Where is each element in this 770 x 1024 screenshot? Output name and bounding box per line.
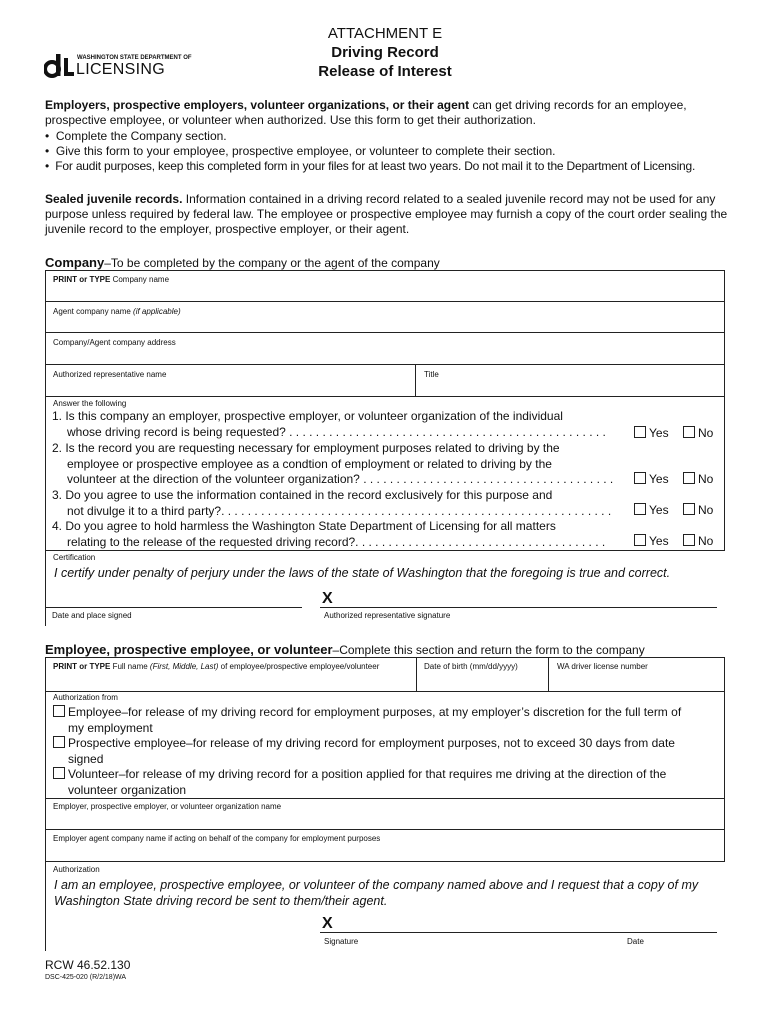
q3-yes-checkbox[interactable]: Yes <box>634 503 669 517</box>
question-3: 3. Do you agree to use the information contained in the record exclusively for this purpose and not divulge it to a third party?. . . . . . . . . . . . . . . . . . . . . . . . . . . . . . . . . . . . . . . . . . . . . . . . . . . . . . . . . . . <box>52 488 612 518</box>
form-subtitle: Release of Interest <box>318 63 452 80</box>
prospective-checkbox[interactable] <box>53 736 65 748</box>
rep-name-field[interactable] <box>45 364 416 397</box>
q2-no-checkbox[interactable]: No <box>683 472 713 486</box>
agent-name-field[interactable] <box>45 829 725 862</box>
q4-no-checkbox[interactable]: No <box>683 534 713 548</box>
authorization-text: I am an employee, prospective employee, or volunteer of the company named above and I request that a copy of my Washington State driving record be sent to them/their agent. <box>54 878 699 908</box>
authorization-from-label: Authorization from <box>53 693 118 702</box>
company-address-label: Company/Agent company address <box>53 338 176 347</box>
authorization-label: Authorization <box>53 865 100 874</box>
rep-title-field[interactable] <box>415 364 725 397</box>
q2-yes-checkbox[interactable]: Yes <box>634 472 669 486</box>
agent-name-label: Employer agent company name if acting on behalf of the company for employment purposes <box>53 834 381 843</box>
employee-checkbox[interactable] <box>53 705 65 717</box>
org-name-field[interactable] <box>45 798 725 830</box>
org-name-label: Employer, prospective employer, or volunteer organization name <box>53 802 282 811</box>
company-name-field[interactable] <box>45 270 725 302</box>
q3-no-checkbox[interactable]: No <box>683 503 713 517</box>
q1-yes-checkbox[interactable]: Yes <box>634 426 669 440</box>
intro-bullets <box>45 129 745 174</box>
sealed-paragraph <box>45 192 735 237</box>
q1-no-checkbox[interactable]: No <box>683 426 713 440</box>
attachment-label: ATTACHMENT E <box>327 25 443 42</box>
question-1: 1. Is this company an employer, prospective employer, or volunteer organization of the individual whose driving record is being requested? . . . . . . . . . . . . . . . . . . . . . . . . . . . . . . . . . . . . . . . . . . . . . . . . <box>52 409 606 439</box>
form-title: Driving Record <box>331 44 439 61</box>
rep-name-label: Authorized representative name <box>53 370 167 379</box>
dol-logo <box>44 52 194 80</box>
company-signature-x: X <box>322 590 333 607</box>
rcw-citation: RCW 46.52.130 <box>45 958 131 972</box>
employee-name-label: PRINT or TYPE Full name (First, Middle, Last) of employee/prospective employee/volunteer <box>53 662 380 671</box>
logo-name-text: LICENSING <box>76 61 165 78</box>
agent-company-name-field[interactable] <box>45 301 725 333</box>
company-signature-label: Authorized representative signature <box>324 611 451 620</box>
license-field[interactable] <box>548 657 725 692</box>
date-place-label: Date and place signed <box>52 611 132 620</box>
employee-heading: Employee, prospective employee, or volunteer–Complete this section and return the form to the company <box>45 642 645 657</box>
sealed-bold: Sealed juvenile records. <box>45 192 183 206</box>
employee-signature-label: Signature <box>324 937 359 946</box>
rep-title-label: Title <box>424 370 439 379</box>
question-2: 2. Is the record you are requesting necessary for employment purposes related to driving by the employee or prospective employee as a condtion of employment or related to driving by the volunteer at the direction of the volunteer organization? . . . . . . . . . . . . . . . . . . . . . . . . . . . . . . . . . . . . . . <box>52 441 614 486</box>
option-volunteer[interactable]: Volunteer–for release of my driving record for a position applied for that requires me driving at the direction of the volunteer organization <box>53 767 666 798</box>
agent-company-label: Agent company name (if applicable) <box>53 307 181 316</box>
dob-field[interactable] <box>416 657 549 692</box>
dol-logo-icon <box>44 52 76 78</box>
employee-signature-x: X <box>322 915 333 932</box>
intro-paragraph <box>45 98 735 128</box>
dob-label: Date of birth (mm/dd/yyyy) <box>424 662 518 671</box>
certification-label: Certification <box>53 553 96 562</box>
list-item: • Give this form to your employee, prospective employee, or volunteer to complete their section. <box>45 144 556 158</box>
option-employee[interactable]: Employee–for release of my driving record for employment purposes, at my employer’s discretion for the full term of my employment <box>53 705 681 736</box>
company-heading: Company–To be completed by the company or the agent of the company <box>45 255 440 270</box>
form-id: DSC-425-020 (R/2/18)WA <box>45 974 127 981</box>
employee-name-field[interactable] <box>45 657 417 692</box>
company-address-field[interactable] <box>45 332 725 365</box>
volunteer-checkbox[interactable] <box>53 767 65 779</box>
intro-lead-rest: can get driving records for an employee, prospective employee, or volunteer when authorized. Use this form to get their authorization. <box>45 98 687 127</box>
license-label: WA driver license number <box>557 662 648 671</box>
list-item: • For audit purposes, keep this completed form in your files for at least two years. Do not mail it to the Department of Licensing. <box>45 159 696 173</box>
company-name-label: PRINT or TYPE Company name <box>53 275 170 284</box>
employee-date-label: Date <box>627 937 644 946</box>
authorization-box <box>45 861 725 951</box>
company-signature-line[interactable] <box>320 607 717 608</box>
certification-text: I certify under penalty of perjury under the laws of the state of Washington that the foregoing is true and correct. <box>54 566 671 580</box>
sealed-rest: Information contained in a driving record related to a sealed juvenile record may not be used for any purpose unless required by federal law. The employee or prospective employee may furnish a copy of the court order sealing the juvenile record to the employer, prospective employer, or their agent. <box>45 192 728 236</box>
answer-label: Answer the following <box>53 399 127 408</box>
list-item: • Complete the Company section. <box>45 129 227 143</box>
q4-yes-checkbox[interactable]: Yes <box>634 534 669 548</box>
intro-lead-bold: Employers, prospective employers, volunteer organizations, or their agent <box>45 98 470 112</box>
date-place-line[interactable] <box>45 607 302 608</box>
option-prospective[interactable]: Prospective employee–for release of my driving record for employment purposes, not to exceed 30 days from date signed <box>53 736 675 767</box>
question-4: 4. Do you agree to hold harmless the Washington State Department of Licensing for all matters relating to the release of the requested driving record?. . . . . . . . . . . . . . . . . . . . . . . . . . . . . . . . . . . . . . <box>52 519 606 549</box>
employee-signature-line[interactable] <box>320 932 717 933</box>
logo-dept-text: WASHINGTON STATE DEPARTMENT OF <box>77 55 192 61</box>
